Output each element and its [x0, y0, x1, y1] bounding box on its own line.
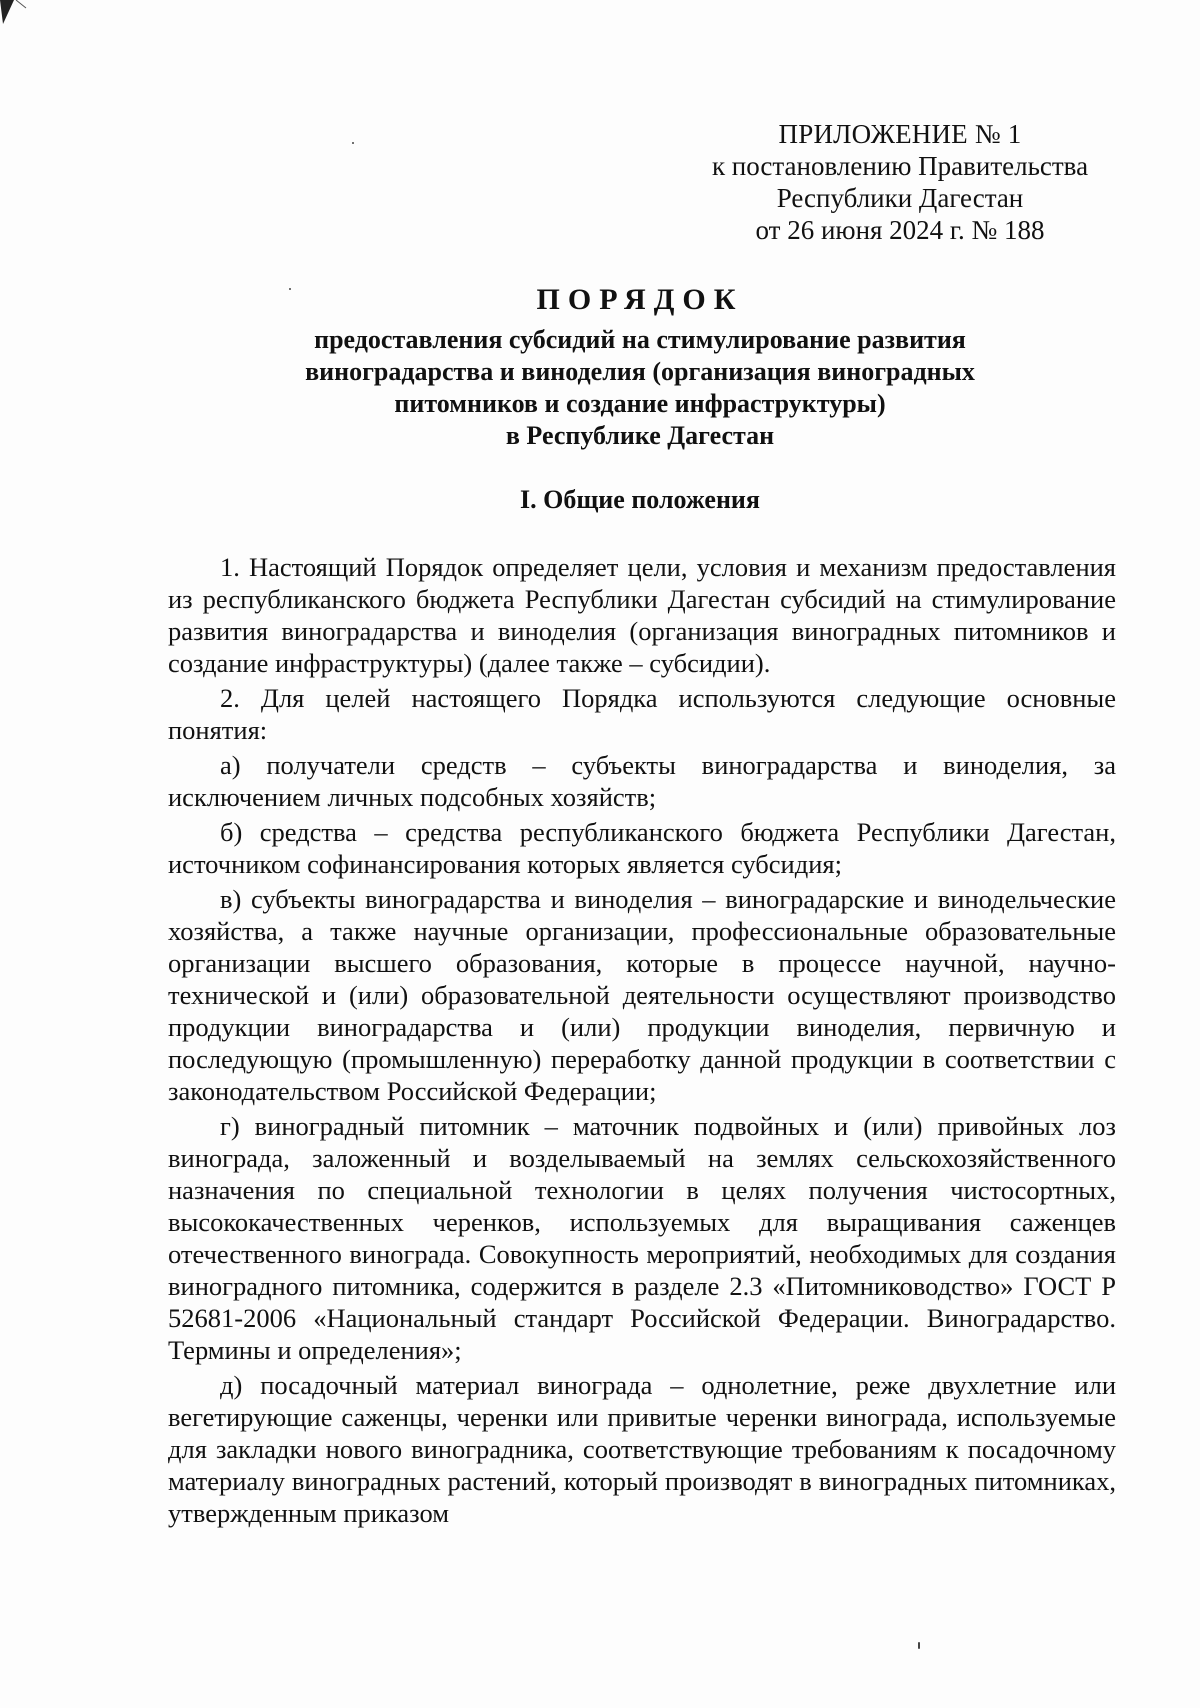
- title-line-1: предоставления субсидий на стимулирование развития: [314, 325, 966, 354]
- appendix-header: [690, 118, 1110, 246]
- scan-corner-mark: [0, 0, 40, 40]
- paragraph-d: д) посадочный материал винограда – однолетние, реже двухлетние или вегетирующие саженцы, черенки или привитые черенки винограда, используемые для закладки нового виноградника, соответствующие требованиям к посадочному материалу виноградных растений, который производят в виноградных питомниках, утвержденным приказом: [168, 1370, 1116, 1528]
- appendix-date: от 26 июня 2024 г. № 188: [755, 215, 1045, 245]
- section-heading: I. Общие положения: [520, 485, 760, 514]
- paragraph-v: в) субъекты виноградарства и виноделия – виноградарские и винодельческие хозяйства, а также научные организации, профессиональные образовательные организации высшего образования, которые в процессе научной, научно-технической и (или) образовательной деятельности осуществляют производство продукции виноградарства и (или) продукции виноделия, первичную и последующую (промышленную) переработку данной продукции в соответствии с законодательством Российской Федерации;: [168, 884, 1116, 1106]
- paragraph-1: 1. Настоящий Порядок определяет цели, условия и механизм предоставления из республиканского бюджета Республики Дагестан субсидий на стимулирование развития виноградарства и виноделия (организация виноградных питомников и создание инфраструктуры) (далее также – субсидии).: [168, 552, 1116, 678]
- paragraph-b: б) средства – средства республиканского бюджета Республики Дагестан, источником софинансирования которых является субсидия;: [168, 817, 1116, 879]
- appendix-government: Республики Дагестан: [776, 183, 1024, 213]
- paragraph-2: 2. Для целей настоящего Порядка используются следующие основные понятия:: [168, 683, 1116, 745]
- document-title: [160, 282, 1120, 452]
- appendix-reference: к постановлению Правительства: [711, 151, 1089, 181]
- title-line-4: в Республике Дагестан: [505, 421, 775, 450]
- document-body: [168, 551, 1116, 1529]
- title-line-2: виноградарства и виноделия (организация виноградных: [305, 357, 975, 386]
- title-line-3: питомников и создание инфраструктуры): [394, 389, 886, 418]
- title-main: ПОРЯДОК: [536, 283, 744, 316]
- scan-speck: [918, 1642, 920, 1649]
- paragraph-g: г) виноградный питомник – маточник подвойных и (или) привойных лоз винограда, заложенный и возделываемый на землях сельскохозяйственного назначения по специальной технологии в целях получения чистосортных, высококачественных черенков, используемых для выращивания саженцев отечественного винограда. Совокупность мероприятий, необходимых для создания виноградного питомника, содержится в разделе 2.3 «Питомниководство» ГОСТ Р 52681-2006 «Национальный стандарт Российской Федерации. Виноградарство. Термины и определения»;: [168, 1111, 1116, 1365]
- appendix-number: ПРИЛОЖЕНИЕ № 1: [778, 119, 1022, 149]
- scan-speck: [352, 142, 354, 144]
- paragraph-a: а) получатели средств – субъекты виноградарства и виноделия, за исключением личных подсобных хозяйств;: [168, 750, 1116, 812]
- scan-speck: [289, 288, 291, 290]
